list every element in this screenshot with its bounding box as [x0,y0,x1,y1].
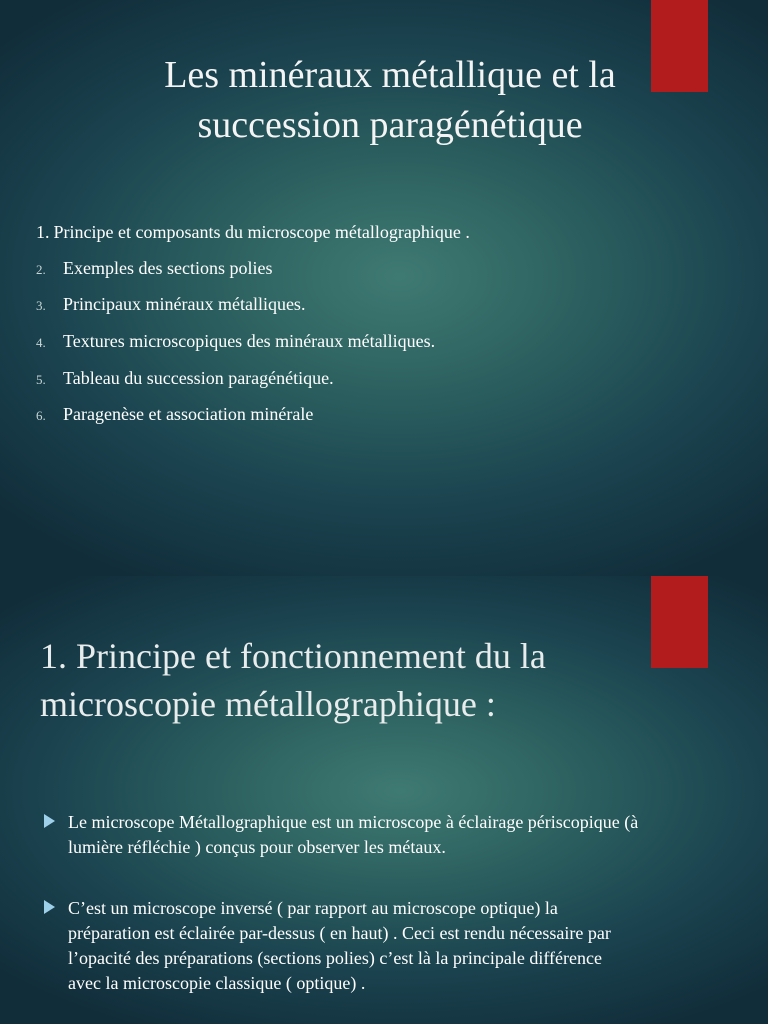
title-line: 1. Principe et fonctionnement du la [40,636,546,676]
outline-number: 4. [36,335,46,350]
slide-2-title [40,632,740,728]
title-line: succession paragénétique [197,104,583,146]
bullet-line: préparation est éclairée par-dessus ( en haut) . Ceci est rendu nécessaire par [68,923,611,943]
outline-text: Principe et composants du microscope métallographique . [53,222,470,242]
outline-text: Principaux minéraux métalliques. [63,294,306,314]
title-line: Les minéraux métallique et la [164,54,616,96]
bullet-text [68,810,744,860]
bullet-line: l’opacité des préparations (sections polies) c’est là la principale différence [68,948,602,968]
outline-number: 3. [36,298,46,313]
bullet-line: Le microscope Métallographique est un microscope à éclairage périscopique (à [68,812,639,832]
outline-number: 2. [36,262,46,277]
slide-2 [0,576,768,1024]
outline-text: Textures microscopiques des minéraux métalliques. [63,331,436,351]
outline-item [36,366,334,390]
outline-text: Paragenèse et association minérale [63,404,314,424]
outline-number: 6. [36,408,46,423]
outline-number: 1. [36,222,50,242]
bullet-line: avec la microscopie classique ( optique) . [68,973,366,993]
outline-item [36,292,305,316]
outline-item [36,220,470,244]
bullet-text [68,896,744,996]
outline-item [36,256,272,280]
slide-1-title [60,50,720,150]
outline-item [36,329,435,353]
outline-item [36,402,313,426]
bullet-line: lumière réfléchie ) conçus pour observer les métaux. [68,837,446,857]
title-line: microscopie métallographique : [40,684,496,724]
outline-text: Tableau du succession paragénétique. [63,368,334,388]
outline-text: Exemples des sections polies [63,258,273,278]
bullet-line: C’est un microscope inversé ( par rapport au microscope optique) la [68,898,558,918]
outline-number: 5. [36,372,46,387]
triangle-bullet-icon [44,900,55,914]
triangle-bullet-icon [44,814,55,828]
